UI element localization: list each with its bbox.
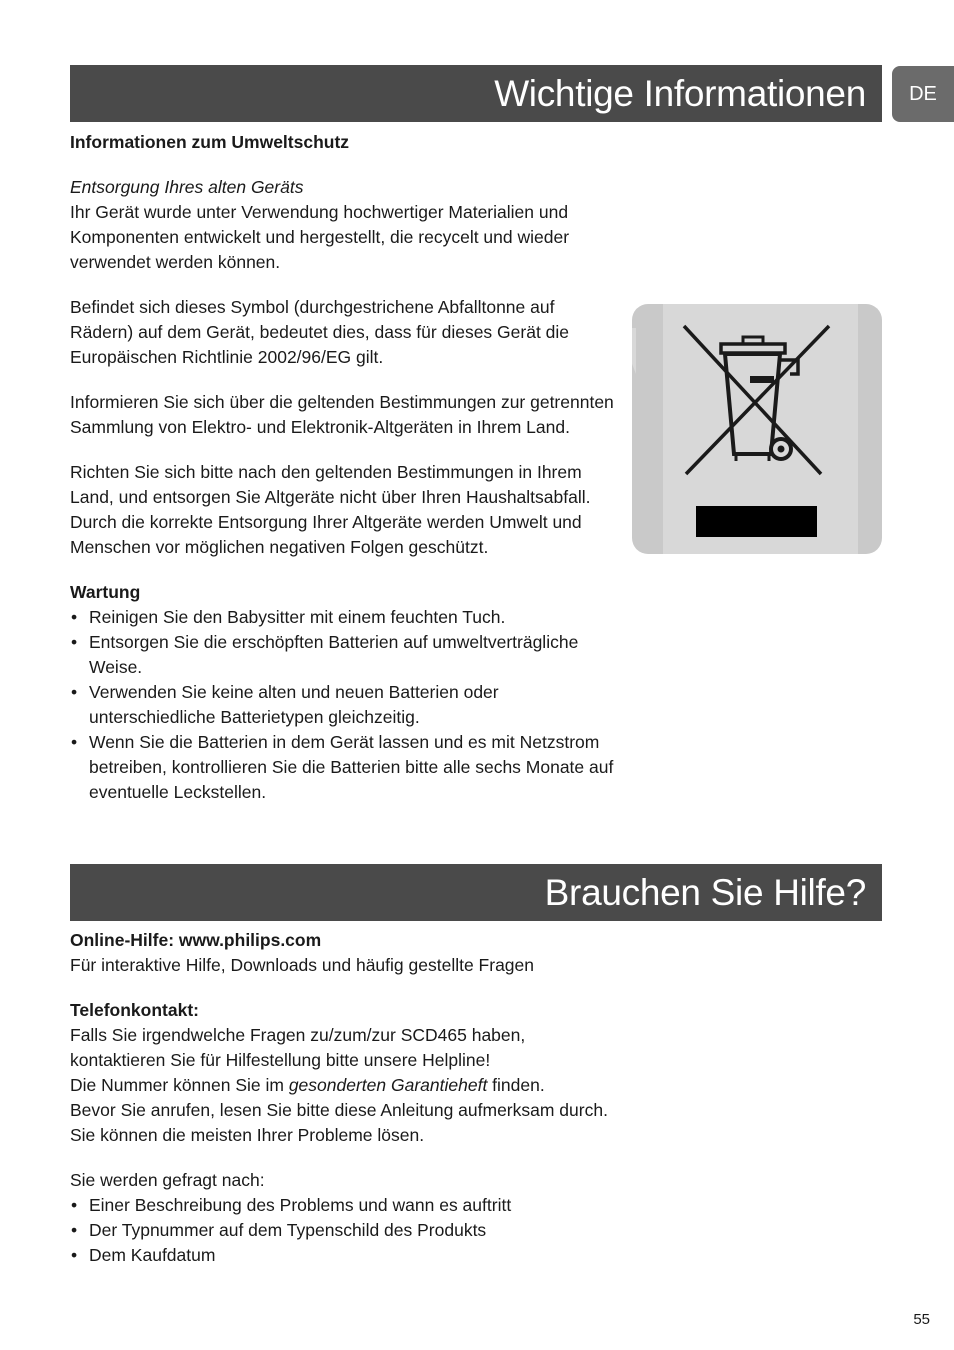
section-title: Wichtige Informationen [494, 72, 866, 114]
phone-contact-heading: Telefonkontakt: [70, 1000, 199, 1020]
online-help-text: Für interaktive Hilfe, Downloads und häufig gestellte Fragen [70, 955, 534, 975]
section-title: Brauchen Sie Hilfe? [544, 871, 866, 913]
phone-text-line: Sie können die meisten Ihrer Probleme lösen. [70, 1125, 425, 1145]
asked-item: • Der Typnummer auf dem Typenschild des Produkts [70, 1218, 630, 1243]
phone-text-line: kontaktieren Sie für Hilfestellung bitte unsere Helpline! [70, 1050, 491, 1070]
maintenance-item: • Wenn Sie die Batterien in dem Gerät lassen und es mit Netzstrom betreiben, kontrollieren Sie die Batterien bitte alle sechs Monate auf eventuelle Leckstellen. [70, 730, 615, 805]
phone-text-line [70, 1073, 630, 1098]
phone-text-line: Bevor Sie anrufen, lesen Sie bitte diese Anleitung aufmerksam durch. [70, 1100, 608, 1120]
maintenance-item: • Verwenden Sie keine alten und neuen Batterien oder unterschiedliche Batterietypen gleichzeitig. [70, 680, 615, 730]
environment-section [70, 130, 615, 805]
language-tab-label: DE [909, 82, 937, 105]
environment-paragraph-1: Ihr Gerät wurde unter Verwendung hochwertiger Materialien und Komponenten entwickelt und hergestellt, die recycelt und wieder verwendet werden können. [70, 202, 570, 272]
maintenance-item: • Reinigen Sie den Babysitter mit einem feuchten Tuch. [70, 605, 615, 630]
language-tab [892, 66, 954, 122]
section-header-brauchen-sie-hilfe [70, 864, 882, 921]
phone-text-line: Falls Sie irgendwelche Fragen zu/zum/zur SCD465 haben, [70, 1025, 526, 1045]
page-number: 55 [913, 1311, 930, 1328]
maintenance-item: • Entsorgen Sie die erschöpften Batterien auf umweltverträgliche Weise. [70, 630, 615, 680]
warranty-booklet-reference: gesonderten Garantieheft [288, 1075, 488, 1095]
crossed-out-wheeled-bin-icon [632, 304, 882, 554]
phone-text-post: finden. [487, 1075, 545, 1095]
maintenance-heading: Wartung [70, 582, 141, 602]
asked-item: • Einer Beschreibung des Problems und wann es auftritt [70, 1193, 630, 1218]
environment-paragraph-4: Richten Sie sich bitte nach den geltenden Bestimmungen in Ihrem Land, und entsorgen Sie Altgeräte nicht über Ihren Haushaltsabfall. Durch die korrekte Entsorgung Ihrer Altgeräte werden Umwelt und Menschen vor möglichen negativen Folgen geschützt. [70, 462, 591, 557]
environment-heading: Informationen zum Umweltschutz [70, 132, 350, 152]
asked-item: • Dem Kaufdatum [70, 1243, 630, 1268]
phone-text-pre: Die Nummer können Sie im [70, 1075, 289, 1095]
help-section [70, 928, 630, 1268]
online-help-heading: Online-Hilfe: www.philips.com [70, 930, 322, 950]
disposal-subheading: Entsorgung Ihres alten Geräts [70, 177, 304, 197]
environment-paragraph-3: Informieren Sie sich über die geltenden Bestimmungen zur getrennten Sammlung von Elektro- und Elektronik-Altgeräten in Ihrem Land. [70, 392, 614, 437]
environment-paragraph-2: Befindet sich dieses Symbol (durchgestrichene Abfalltonne auf Rädern) auf dem Gerät, bedeutet dies, dass für dieses Gerät die Europäischen Richtlinie 2002/96/EG gilt. [70, 297, 570, 367]
asked-intro: Sie werden gefragt nach: [70, 1170, 265, 1190]
section-header-wichtige-informationen [70, 65, 882, 122]
